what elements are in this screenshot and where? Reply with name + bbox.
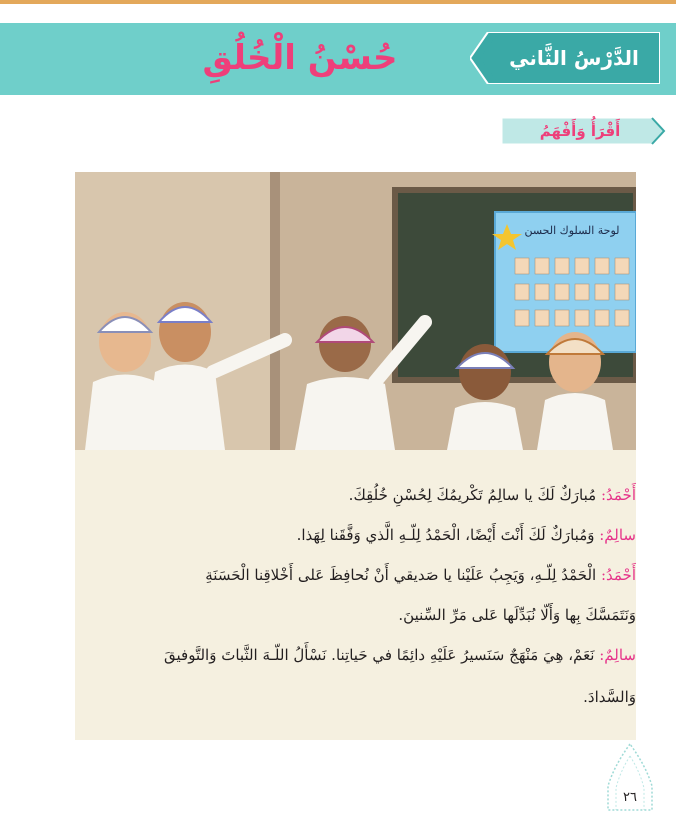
- lesson-number-tag: [470, 32, 660, 84]
- section-tag: [502, 116, 666, 146]
- section-label: أَقْرَأُ وَأَفْهَمُ: [539, 122, 621, 140]
- dialogue-line: [76, 606, 636, 624]
- dialogue-line: [76, 486, 636, 504]
- dialogue-text: نَعَمْ، هِيَ مَنْهَجٌ سَنَسيرُ عَلَيْهِ دائِمًا في حَياتِنا. نَسْأَلُ اللّـهَ الثَّباتَ وَالتَّوفيقَ: [164, 646, 600, 664]
- top-rule: [0, 0, 676, 4]
- speaker-name: أَحْمَدُ:: [600, 486, 636, 504]
- dialogue-text: مُبارَكٌ لَكَ يا سالِمُ تَكْريمُكَ لِحُسْنِ خُلُقِكَ.: [348, 486, 601, 504]
- classroom-illustration: [75, 172, 636, 450]
- lesson-title: حُسْنُ الْخُلُقِ: [202, 38, 398, 78]
- dialogue-text: وَالسَّدادَ.: [583, 688, 636, 706]
- dialogue-line: [76, 566, 636, 584]
- dialogue-text: وَمُبارَكٌ لَكَ أَنْتَ أَيْضًا، الْحَمْدُ لِلّـهِ الَّذي وَفَّقَنا لِهَذا.: [296, 526, 600, 544]
- dialogue-text: وَنَتَمَسَّكَ بِها وَأَلّا نُبَدِّلَها عَلى مَرِّ السِّنينَ.: [398, 606, 636, 624]
- speaker-name: أَحْمَدُ:: [600, 566, 636, 584]
- speaker-name: سالِمٌ:: [599, 526, 636, 544]
- dialogue-line: [76, 646, 636, 664]
- dialogue-line: [76, 526, 636, 544]
- page-number: ٢٦: [623, 790, 637, 805]
- speaker-name: سالِمٌ:: [599, 646, 636, 664]
- dialogue-line: [76, 688, 636, 706]
- board-title: لوحة السلوك الحسن: [524, 224, 620, 237]
- dialogue-text: الْحَمْدُ لِلّـهِ، وَيَجِبُ عَلَيْنا يا صَديقي أَنْ نُحافِظَ عَلى أَخْلاقِنا الْحَسَنَةِ: [205, 566, 601, 584]
- lesson-number-label: الدَّرْسُ الثَّاني: [509, 46, 639, 70]
